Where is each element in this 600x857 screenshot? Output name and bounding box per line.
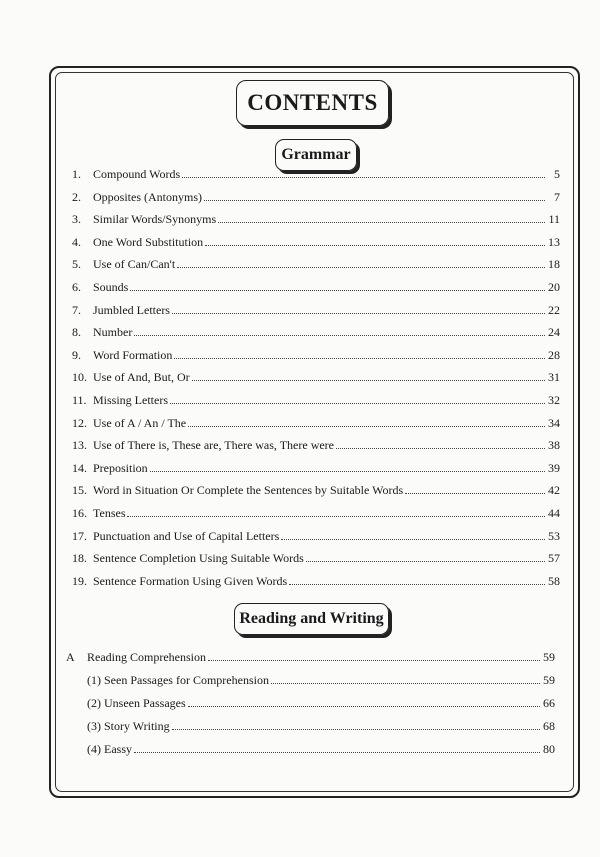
toc-entry-title: (4) Eassy: [87, 742, 132, 756]
toc-entry-title: (2) Unseen Passages: [87, 696, 186, 710]
toc-entry-number: 1.: [72, 167, 81, 181]
dot-leader: [177, 267, 545, 268]
dot-leader: [150, 471, 545, 472]
toc-entry[interactable]: [72, 527, 560, 543]
toc-entry-page: 68: [543, 719, 555, 733]
toc-entry-number: 13.: [72, 438, 87, 453]
toc-entry-title: Similar Words/Synonyms: [93, 212, 217, 227]
dot-leader: [281, 539, 545, 540]
toc-entry[interactable]: [87, 740, 555, 756]
toc-entry-title: Use of And, But, Or: [93, 370, 190, 385]
toc-entry[interactable]: [72, 323, 560, 339]
contents-heading: CONTENTS: [247, 90, 378, 115]
dot-leader: [188, 706, 540, 707]
toc-entry-number: 15.: [72, 483, 87, 498]
toc-entry-number: 7.: [72, 302, 81, 317]
dot-leader: [130, 290, 545, 291]
toc-entry[interactable]: [66, 648, 555, 664]
toc-entry[interactable]: [72, 188, 560, 204]
toc-entry-page: 34: [548, 415, 560, 430]
toc-entry-title: Preposition: [93, 460, 148, 475]
toc-entry-number: 16.: [72, 506, 87, 520]
toc-entry-title: (3) Story Writing: [87, 719, 170, 733]
dot-leader: [174, 358, 545, 359]
dot-leader: [208, 660, 540, 661]
dot-leader: [204, 200, 545, 201]
dot-leader: [172, 313, 545, 314]
toc-entry-page: 53: [548, 528, 560, 543]
toc-entry-page: 31: [548, 370, 560, 385]
toc-entry-title: Sounds: [93, 280, 129, 294]
toc-entry[interactable]: [72, 301, 560, 317]
toc-entry-title: (1) Seen Passages for Comprehension: [87, 673, 269, 687]
dot-leader: [205, 245, 545, 246]
toc-entry[interactable]: [72, 459, 560, 475]
toc-entry-title: Punctuation and Use of Capital Letters: [93, 528, 280, 543]
toc-entry-number: 4.: [72, 234, 81, 249]
dot-leader: [336, 448, 545, 449]
toc-entry-title: Use of Can/Can't: [93, 257, 176, 272]
toc-entry[interactable]: [72, 255, 560, 271]
toc-entry-page: 59: [543, 673, 555, 687]
toc-entry-title: Opposites (Antonyms): [93, 189, 202, 204]
toc-entry-title: Sentence Formation Using Given Words: [93, 573, 288, 588]
toc-entry-number: 18.: [72, 551, 87, 566]
toc-entry[interactable]: [72, 549, 560, 565]
toc-entry-page: 7: [554, 189, 560, 204]
section-heading-reading-writing: [234, 603, 389, 635]
dot-leader: [192, 380, 545, 381]
toc-entry[interactable]: [72, 233, 560, 249]
toc-entry[interactable]: [87, 671, 555, 687]
toc-entry[interactable]: [72, 572, 560, 588]
toc-entry-page: 13: [548, 234, 560, 249]
toc-entry-number: 17.: [72, 528, 87, 543]
toc-entry[interactable]: [72, 481, 560, 497]
toc-entry-page: 66: [543, 696, 555, 710]
toc-entry-page: 28: [548, 347, 560, 362]
toc-entry[interactable]: [72, 165, 560, 181]
toc-entry[interactable]: [87, 717, 555, 733]
toc-entry-title: Compound Words: [93, 167, 181, 181]
dot-leader: [289, 584, 545, 585]
dot-leader: [127, 516, 545, 517]
dot-leader: [405, 493, 545, 494]
toc-entry-number: 12.: [72, 415, 87, 430]
contents-heading-box: [236, 80, 389, 126]
dot-leader: [188, 426, 545, 427]
toc-entry-page: 44: [548, 506, 560, 520]
toc-entry[interactable]: [72, 436, 560, 452]
toc-entry-page: 58: [548, 573, 560, 588]
toc-entry-number: 8.: [72, 325, 81, 340]
toc-entry-page: 59: [543, 650, 555, 664]
section-title: Reading and Writing: [239, 610, 384, 627]
toc-entry-title: Number: [93, 325, 133, 340]
toc-entry[interactable]: [72, 278, 560, 294]
toc-entry-number: 11.: [72, 393, 87, 407]
toc-entry-page: 57: [548, 551, 560, 566]
toc-entry-page: 18: [548, 257, 560, 272]
toc-entry-title: Use of A / An / The: [93, 415, 187, 430]
toc-entry-page: 5: [554, 167, 560, 181]
dot-leader: [306, 561, 545, 562]
toc-entry-title: Tenses: [93, 506, 126, 520]
toc-entry[interactable]: [72, 210, 560, 226]
dot-leader: [182, 177, 545, 178]
toc-entry-number: 10.: [72, 370, 87, 385]
toc-entry-page: 11: [548, 212, 560, 227]
toc-entry[interactable]: [72, 391, 560, 407]
toc-entry-title: One Word Substitution: [93, 234, 204, 249]
toc-entry-page: 38: [548, 438, 560, 453]
toc-entry-title: Sentence Completion Using Suitable Words: [93, 551, 304, 566]
toc-entry-number: 2.: [72, 189, 81, 204]
toc-entry-page: 24: [548, 325, 560, 340]
toc-entry-title: Jumbled Letters: [93, 302, 170, 317]
dot-leader: [134, 752, 540, 753]
toc-entry-title: Missing Letters: [93, 393, 168, 407]
toc-entry-title: Reading Comprehension: [87, 650, 206, 664]
toc-entry-page: 22: [548, 302, 560, 317]
toc-entry-title: Word in Situation Or Complete the Sentences by Suitable Words: [93, 483, 404, 498]
toc-entry[interactable]: [72, 346, 560, 362]
toc-entry[interactable]: [87, 694, 555, 710]
toc-entry-title: Use of There is, These are, There was, There were: [93, 438, 335, 453]
toc-entry-number: 3.: [72, 212, 81, 227]
toc-entry[interactable]: [72, 414, 560, 430]
toc-entry-page: 32: [548, 393, 560, 407]
toc-entry-page: 20: [548, 280, 560, 294]
toc-entry-page: 42: [548, 483, 560, 498]
toc-entry-title: Word Formation: [93, 347, 173, 362]
section-title: Grammar: [281, 146, 351, 163]
toc-entry-page: 39: [548, 460, 560, 475]
toc-entry[interactable]: [72, 504, 560, 520]
dot-leader: [172, 729, 540, 730]
toc-entry-page: 80: [543, 742, 555, 756]
dot-leader: [218, 222, 545, 223]
toc-entry-number: 6.: [72, 280, 81, 294]
toc-entry-number: 14.: [72, 460, 87, 475]
toc-entry[interactable]: [72, 368, 560, 384]
dot-leader: [271, 683, 540, 684]
toc-entry-number: A: [66, 650, 75, 664]
dot-leader: [134, 335, 545, 336]
toc-entry-number: 19.: [72, 573, 87, 588]
toc-entry-number: 5.: [72, 257, 81, 272]
toc-entry-number: 9.: [72, 347, 81, 362]
dot-leader: [170, 403, 545, 404]
